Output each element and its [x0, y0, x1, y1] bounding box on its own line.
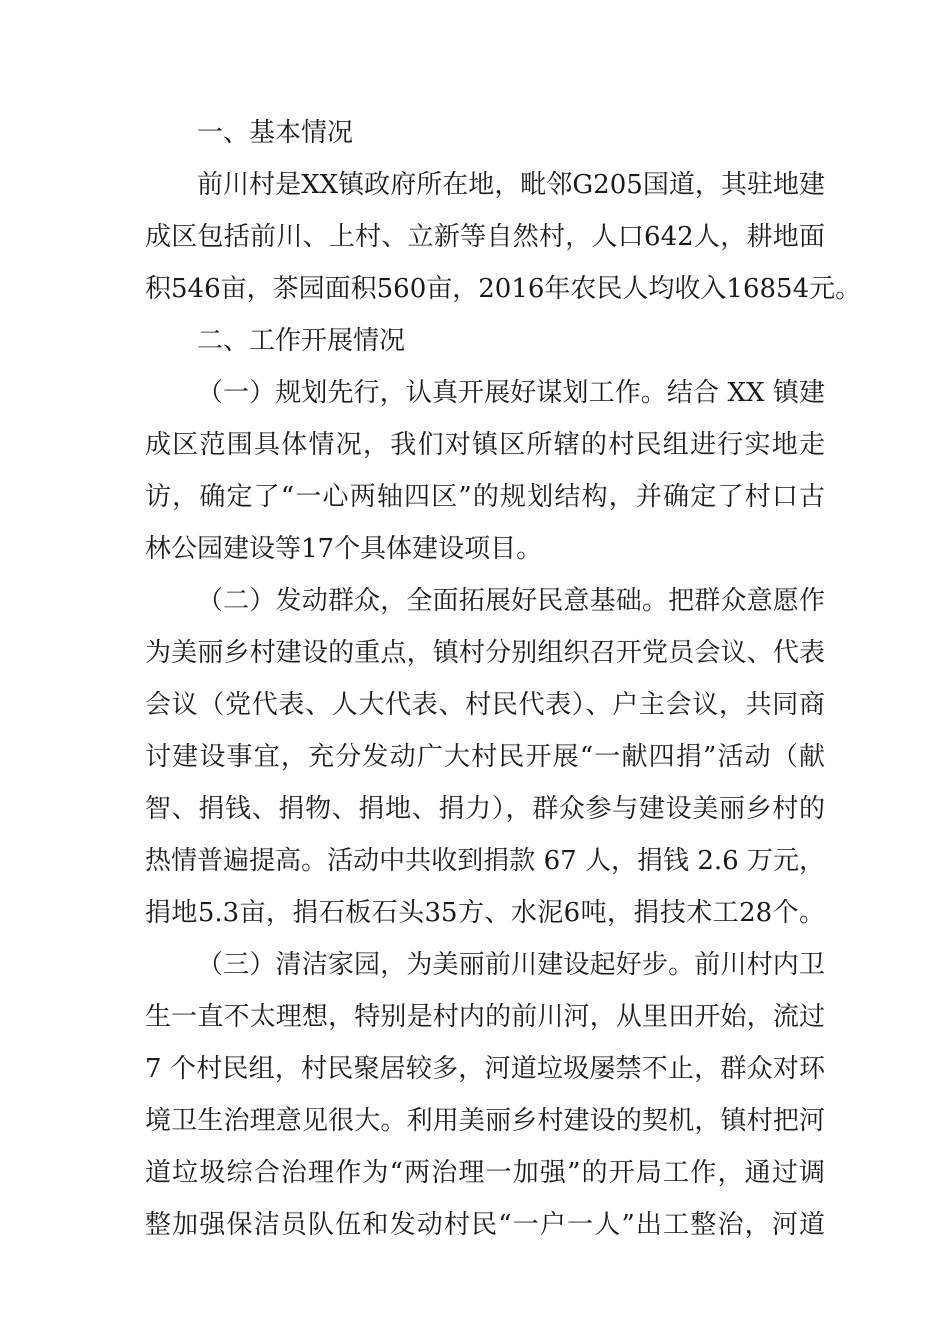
paragraph-line: 前川村是XX镇政府所在地，毗邻G205国道，其驻地建	[197, 170, 825, 200]
paragraph-line: 会议（党代表、人大代表、村民代表）、户主会议，共同商	[145, 690, 825, 720]
paragraph-line: （一）规划先行，认真开展好谋划工作。结合 XX 镇建	[197, 378, 825, 408]
section-heading-basic: 一、基本情况	[197, 118, 354, 148]
section-heading-work: 二、工作开展情况	[197, 326, 406, 356]
paragraph-line: （二）发动群众，全面拓展好民意基础。把群众意愿作	[197, 586, 825, 616]
paragraph-line: 境卫生治理意见很大。利用美丽乡村建设的契机，镇村把河	[145, 1106, 825, 1136]
paragraph-line: 积546亩，茶园面积560亩，2016年农民人均收入16854元。	[145, 274, 862, 304]
paragraph-line: 生一直不太理想，特别是村内的前川河，从里田开始，流过	[145, 1002, 825, 1032]
paragraph-line: （三）清洁家园，为美丽前川建设起好步。前川村内卫	[197, 950, 825, 980]
paragraph-line: 成区范围具体情况，我们对镇区所辖的村民组进行实地走	[145, 430, 825, 460]
paragraph-line: 智、捐钱、捐物、捐地、捐力），群众参与建设美丽乡村的	[145, 794, 825, 824]
paragraph-line: 道垃圾综合治理作为“两治理一加强”的开局工作，通过调	[145, 1158, 825, 1188]
paragraph-line: 访，确定了“一心两轴四区”的规划结构，并确定了村口古	[145, 482, 825, 512]
paragraph-line: 成区包括前川、上村、立新等自然村，人口642人，耕地面	[145, 222, 825, 252]
paragraph-line: 7 个村民组，村民聚居较多，河道垃圾屡禁不止，群众对环	[145, 1054, 825, 1084]
paragraph-line: 讨建设事宜，充分发动广大村民开展“一献四捐”活动（献	[145, 742, 825, 772]
paragraph-line: 热情普遍提高。活动中共收到捐款 67 人，捐钱 2.6 万元，	[145, 846, 825, 876]
paragraph-line: 整加强保洁员队伍和发动村民“一户一人”出工整治，河道	[145, 1210, 825, 1240]
paragraph-line: 捐地5.3亩，捐石板石头35方、水泥6吨，捐技术工28个。	[145, 898, 825, 928]
paragraph-line: 为美丽乡村建设的重点，镇村分别组织召开党员会议、代表	[145, 638, 825, 668]
paragraph-line: 林公园建设等17个具体建设项目。	[145, 534, 543, 564]
